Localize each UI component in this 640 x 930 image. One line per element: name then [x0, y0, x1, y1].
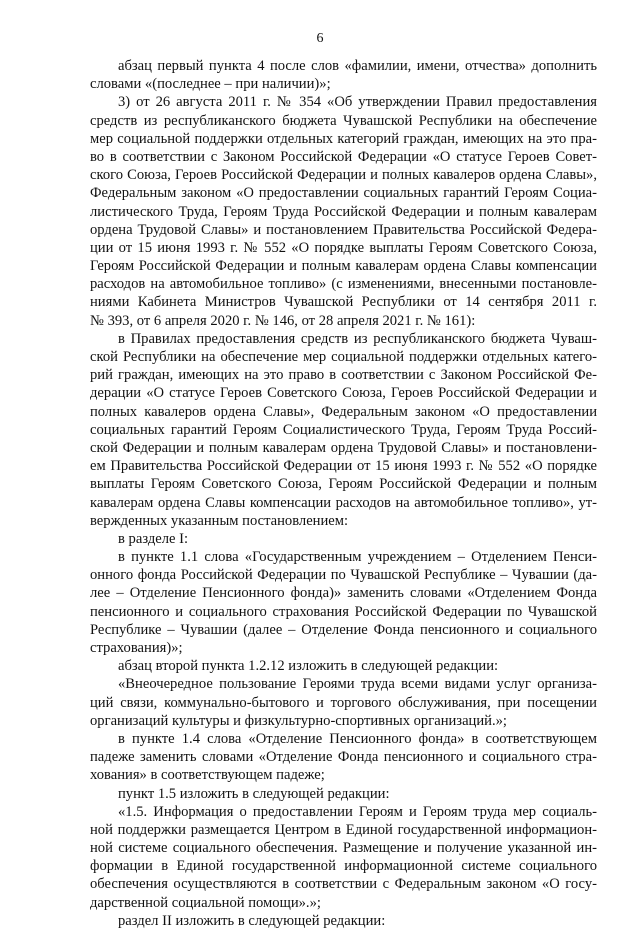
text-line: словами «(последнее – при наличии)»;	[90, 76, 331, 93]
text-line: вержденных указанным постановлением:	[90, 512, 349, 529]
text-line: листического Труда, Героям Труда Российской Федерации и полным кавалерам	[90, 203, 597, 220]
text-line: абзац второй пункта 1.2.12 изложить в следующей редакции:	[118, 658, 499, 675]
text-line: кавалерам ордена Славы компенсации расходов на автомобильное топливо», ут-	[90, 494, 597, 511]
text-line: Федеральным законом «О предоставлении социальных гарантий Героям Социа-	[90, 185, 597, 202]
text-line: 3) от 26 августа 2011 г. № 354 «Об утверждении Правил предоставления	[118, 94, 597, 111]
text-line: ции от 15 июня 1993 г. № 552 «О порядке выплаты Героям Советского Союза,	[90, 239, 597, 256]
text-line: расходов на автомобильное топливо» (с изменениями, внесенными постановле-	[90, 276, 597, 293]
page-number: 6	[316, 31, 324, 46]
text-line: средств из республиканского бюджета Чувашской Республики на обеспечение	[90, 112, 597, 129]
text-line: Республике – Чувашии (далее – Отделение Фонда пенсионного и социального	[90, 621, 597, 638]
text-line: в пункте 1.4 слова «Отделение Пенсионного фонда» в соответствующем	[118, 730, 597, 747]
text-line: во в соответствии с Законом Российской Федерации «О статусе Героев Совет-	[90, 148, 597, 165]
text-line: страхования)»;	[90, 640, 183, 656]
text-line: раздел II изложить в следующей редакции:	[118, 912, 386, 929]
text-line: ций связи, коммунально-бытового и торгового обслуживания, при посещении	[90, 694, 597, 711]
text-line: выплаты Героям Советского Союза, Героям Российской Федерации и полным	[90, 476, 597, 493]
text-line: ордена Трудовой Славы» и постановлением Правительства Российской Федера-	[90, 221, 597, 238]
text-line: социальных гарантий Героям Социалистического Труда, Героям Труда Россий-	[90, 421, 597, 438]
text-line: № 393, от 6 апреля 2020 г. № 146, от 28 апреля 2021 г. № 161):	[90, 312, 476, 329]
text-line: пенсионного и социального страхования Российской Федерации по Чувашской	[90, 603, 597, 620]
text-line: в пункте 1.1 слова «Государственным учреждением – Отделением Пенси-	[118, 549, 597, 566]
text-line: онного фонда Российской Федерации по Чувашской Республике – Чувашии (да-	[90, 567, 597, 584]
text-line: обеспечения осуществляются в соответствии с Федеральным законом «О госу-	[90, 876, 597, 893]
text-line: ной системе социального обеспечения. Размещение и получение указанной ин-	[90, 840, 597, 857]
document-body	[90, 57, 597, 930]
text-line: лее – Отделение Пенсионного фонда)» заменить словами «Отделением Фонда	[90, 585, 597, 602]
text-line: «Внеочередное пользование Героями труда всеми видами услуг организа-	[118, 676, 597, 693]
text-line: абзац первый пункта 4 после слов «фамилии, имени, отчества» дополнить	[118, 58, 597, 74]
text-line: падеже заменить словами «Отделение Фонда пенсионного и социального стра-	[90, 749, 597, 766]
text-line: в разделе I:	[118, 530, 189, 547]
text-line: ной поддержки размещается Центром в Единой государственной информацион-	[90, 821, 597, 838]
text-line: ского Союза, Героев Российской Федерации и полных кавалеров ордена Славы»,	[90, 167, 597, 184]
text-line: ниями Кабинета Министров Чувашской Республики от 14 сентября 2011 г.	[90, 294, 597, 311]
text-line: Героям Российской Федерации и полным кавалерам ордена Славы компенсации	[90, 258, 597, 275]
text-line: полных кавалеров ордена Славы», Федеральным законом «О предоставлении	[90, 403, 597, 420]
text-line: «1.5. Информация о предоставлении Героям и Героям труда мер социаль-	[118, 803, 597, 820]
text-line: дерации «О статусе Героев Советского Союза, Героев Российской Федерации и	[90, 385, 597, 402]
text-line: ем Правительства Российской Федерации от 15 июня 1993 г. № 552 «О порядке	[90, 458, 597, 475]
text-line: формации в Единой государственной информационной системе социального	[90, 858, 597, 875]
text-line: организаций культуры и физкультурно-спортивных организаций.»;	[90, 712, 507, 729]
text-line: пункт 1.5 изложить в следующей редакции:	[118, 785, 390, 802]
text-line: ской Федерации и полным кавалерам ордена Трудовой Славы» и постановлени-	[90, 439, 597, 456]
text-line: дарственной социальной помощи».»;	[90, 894, 321, 911]
text-line: рий граждан, имеющих на это право в соответствии с Законом Российской Фе-	[90, 367, 597, 384]
text-line: ской Республики на обеспечение мер социальной поддержки отдельных катего-	[90, 349, 597, 365]
text-line: хования» в соответствующем падеже;	[90, 767, 325, 784]
text-line: в Правилах предоставления средств из республиканского бюджета Чуваш-	[118, 330, 597, 347]
text-line: мер социальной поддержки отдельных категорий граждан, имеющих на это пра-	[90, 130, 597, 147]
